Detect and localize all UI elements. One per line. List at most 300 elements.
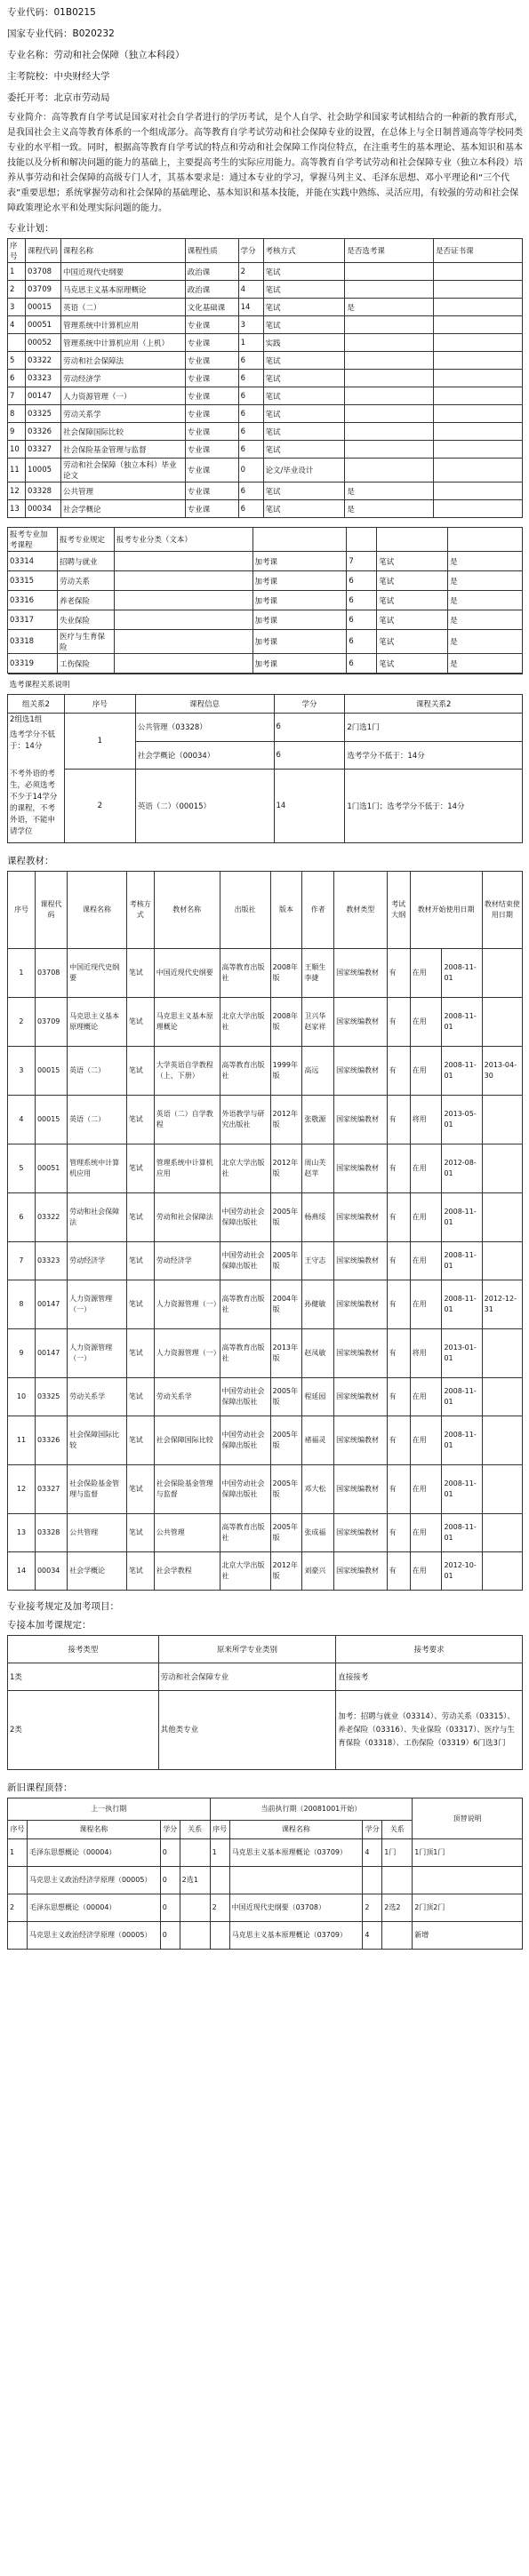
elective-header-cell: 学分	[274, 695, 345, 714]
materials-header-cell: 教材类型	[334, 872, 388, 949]
plan-cell: 笔试	[263, 316, 345, 334]
plan-cell: 笔试	[263, 387, 345, 405]
plan-cell: 00051	[25, 316, 60, 334]
extra-cell: 7	[347, 552, 377, 571]
materials-cell	[482, 1552, 522, 1591]
plan-title: 专业计划：	[7, 223, 54, 234]
materials-cell: 管理系统中计算机应用	[154, 1144, 220, 1193]
plan-cell: 专业课	[185, 316, 238, 334]
elective-title-row	[8, 674, 523, 695]
materials-cell: 大学英语自学教程（上、下册）	[154, 1047, 220, 1096]
materials-cell: 笔试	[126, 1144, 154, 1193]
materials-header-cell: 教材名称	[154, 872, 220, 949]
plan-cell: 6	[238, 500, 263, 518]
materials-cell: 有	[387, 1280, 410, 1329]
materials-cell: 2005年版	[270, 1378, 302, 1416]
materials-cell: 2004年版	[270, 1280, 302, 1329]
extra-header-cell	[448, 528, 523, 552]
plan-header-row	[8, 239, 523, 263]
materials-cell: 2005年版	[270, 1416, 302, 1465]
materials-cell	[482, 1242, 522, 1280]
elective-table	[7, 674, 523, 843]
materials-cell: 2005年版	[270, 1242, 302, 1280]
swap-cell	[210, 1867, 229, 1894]
extra-header-cell	[347, 528, 377, 552]
plan-cell: 是	[345, 483, 434, 500]
materials-cell: 2012-10-01	[442, 1552, 482, 1591]
plan-cell: 笔试	[263, 500, 345, 518]
extra-row	[8, 610, 523, 630]
swap-cell: 2选1	[180, 1867, 210, 1894]
materials-cell: 00034	[35, 1552, 67, 1591]
major-code: 专业代码：01B0215	[7, 7, 96, 18]
extra-cell: 是	[448, 552, 523, 571]
materials-row	[8, 998, 523, 1047]
materials-cell: 10	[8, 1378, 36, 1416]
materials-cell: 在用	[410, 1047, 442, 1096]
extra-header-cell	[377, 528, 448, 552]
swap-cell: 1	[210, 1839, 229, 1867]
materials-cell: 中国劳动社会保障出版社	[220, 1416, 270, 1465]
materials-cell: 笔试	[126, 1280, 154, 1329]
materials-row	[8, 1144, 523, 1193]
materials-cell: 有	[387, 1193, 410, 1242]
materials-cell: 周山芙赵苹	[302, 1144, 334, 1193]
materials-cell: 笔试	[126, 1096, 154, 1144]
extra-cell: 养老保险	[57, 591, 114, 610]
materials-cell: 公共管理	[68, 1514, 127, 1552]
plan-cell: 6	[238, 441, 263, 459]
materials-cell: 高等教育出版社	[220, 1047, 270, 1096]
materials-cell: 孙健敏	[302, 1280, 334, 1329]
materials-cell: 马克思主义基本原理概论	[68, 998, 127, 1047]
materials-cell: 9	[8, 1329, 36, 1378]
swap-cell: 0	[160, 1839, 180, 1867]
materials-cell: 有	[387, 1465, 410, 1514]
commission: 委托开考：北京市劳动局	[7, 92, 110, 103]
materials-cell: 高等教育出版社	[220, 1329, 270, 1378]
plan-cell: 专业课	[185, 370, 238, 387]
materials-cell: 在用	[410, 1552, 442, 1591]
materials-cell: 3	[8, 1047, 36, 1096]
transfer-title: 专业接考规定及加考项目：	[7, 1601, 119, 1612]
materials-cell: 2005年版	[270, 1514, 302, 1552]
materials-cell: 有	[387, 949, 410, 998]
materials-cell: 社会保险基金管理与监督	[154, 1465, 220, 1514]
extra-cell: 03314	[8, 552, 58, 571]
materials-cell: 国家统编教材	[334, 1329, 388, 1378]
plan-cell: 4	[8, 316, 26, 334]
plan-cell: 6	[8, 370, 26, 387]
swap-cell: 4	[363, 1839, 382, 1867]
plan-cell	[345, 352, 434, 370]
plan-table	[7, 238, 523, 518]
materials-cell: 劳动关系学	[68, 1378, 127, 1416]
transfer-header-row	[8, 1636, 523, 1663]
materials-cell: 刘豪兴	[302, 1552, 334, 1591]
plan-cell: 劳动关系学	[60, 405, 185, 423]
plan-cell: 社会学概论	[60, 500, 185, 518]
plan-cell: 14	[238, 299, 263, 316]
materials-cell: 笔试	[126, 1416, 154, 1465]
transfer-subtitle: 专接本加考课规定：	[7, 1620, 92, 1631]
materials-cell	[482, 1378, 522, 1416]
extra-cell: 是	[448, 610, 523, 630]
extra-cell: 6	[347, 571, 377, 591]
materials-row	[8, 1329, 523, 1378]
plan-cell	[345, 370, 434, 387]
plan-cell: 笔试	[263, 352, 345, 370]
materials-cell: 笔试	[126, 1242, 154, 1280]
materials-cell: 2008-11-01	[442, 998, 482, 1047]
materials-cell: 国家统编教材	[334, 1242, 388, 1280]
extra-cell: 03316	[8, 591, 58, 610]
plan-cell: 03322	[25, 352, 60, 370]
plan-cell: 社会保障国际比较	[60, 423, 185, 441]
plan-cell	[434, 370, 523, 387]
materials-cell: 00015	[35, 1096, 67, 1144]
plan-cell: 专业课	[185, 500, 238, 518]
swap-cell: 0	[160, 1922, 180, 1950]
materials-cell: 程延园	[302, 1378, 334, 1416]
materials-cell: 2008-11-01	[442, 1193, 482, 1242]
materials-cell: 将用	[410, 1329, 442, 1378]
materials-row	[8, 1416, 523, 1465]
extra-cell: 加考课	[252, 571, 347, 591]
materials-header-cell: 版本	[270, 872, 302, 949]
plan-cell: 管理系统中计算机应用	[60, 316, 185, 334]
materials-cell: 在用	[410, 1242, 442, 1280]
materials-cell: 03709	[35, 998, 67, 1047]
plan-cell: 英语（二）	[60, 299, 185, 316]
swap-cell	[180, 1839, 210, 1867]
plan-cell	[434, 281, 523, 299]
plan-row	[8, 334, 523, 352]
materials-cell: 笔试	[126, 949, 154, 998]
transfer-header-cell: 接考要求	[336, 1636, 523, 1663]
swap-cell: 马克思主义政治经济学原理（00005）	[27, 1922, 160, 1950]
materials-cell: 国家统编教材	[334, 1552, 388, 1591]
materials-cell: 2013-04-30	[482, 1047, 522, 1096]
materials-cell: 2013-01-01	[442, 1329, 482, 1378]
swap-cell: 2	[210, 1894, 229, 1922]
materials-cell: 2012-12-31	[482, 1280, 522, 1329]
materials-row	[8, 1552, 523, 1591]
major-intro: 专业简介：高等教育自学考试是国家对社会自学者进行的学历考试，是个人自学、社会助学和国家考试相结合的一种新的教育形式，是我国社会主义高等教育体系的一个组成部分。高等教育自学考试劳动和社会保障专业的设置，在总体上与全日制普通高等学校同类专业的水平相一致。同时，根据高等教育自学考试的特点和劳动和社会保障工作岗位特点，在注重考生的基本理论、基本知识和基本技能以及分析和解决问题的能力的基础上，主要提高考生的实际应用能力。高等教育自学考试劳动和社会保障专业（独立本科段）培养从事劳动和社会保障的高级专门人才，其基本要求是：通过本专业的学习，掌握马列主义、毛泽东思想、邓小平理论和“三个代表”重要思想；系统掌握劳动和社会保障的基础理论、基本知识和基本技能，并能在实践中熟练、灵活应用，有较强的劳动和社会保障政策理论水平和处理实际问题的能力。	[7, 113, 523, 213]
extra-course-table	[7, 527, 523, 674]
materials-cell: 在用	[410, 1465, 442, 1514]
materials-cell: 高等教育出版社	[220, 1280, 270, 1329]
materials-cell: 国家统编教材	[334, 949, 388, 998]
plan-cell: 笔试	[263, 299, 345, 316]
plan-row	[8, 423, 523, 441]
swap-cell: 中国近现代史纲要（03708）	[229, 1894, 363, 1922]
swap-cell: 马克思主义基本原理概论（03709）	[229, 1839, 363, 1867]
major-name: 专业名称：劳动和社会保障（独立本科段）	[7, 50, 185, 60]
materials-cell: 劳动关系学	[154, 1378, 220, 1416]
materials-cell: 笔试	[126, 1329, 154, 1378]
plan-cell: 专业课	[185, 423, 238, 441]
plan-cell: 专业课	[185, 334, 238, 352]
plan-cell	[434, 352, 523, 370]
plan-cell: 文化基础课	[185, 299, 238, 316]
plan-cell: 03708	[25, 263, 60, 281]
plan-cell: 笔试	[263, 483, 345, 500]
materials-cell: 将用	[410, 1096, 442, 1144]
swap-row	[8, 1894, 523, 1922]
swap-cell: 0	[160, 1867, 180, 1894]
materials-cell: 有	[387, 1514, 410, 1552]
materials-cell: 劳动和社会保障法	[154, 1193, 220, 1242]
extra-cell	[114, 552, 252, 571]
plan-cell: 笔试	[263, 370, 345, 387]
swap-cell: 2门顶2门	[413, 1894, 523, 1922]
materials-cell: 2008-11-01	[442, 1047, 482, 1096]
plan-cell	[345, 316, 434, 334]
plan-cell	[434, 387, 523, 405]
swap-header-cell: 关系	[180, 1821, 210, 1839]
swap-header-cell: 学分	[160, 1821, 180, 1839]
swap-header-cell: 当前执行期（20081001开始）	[210, 1798, 413, 1821]
materials-row	[8, 1514, 523, 1552]
plan-cell: 8	[8, 405, 26, 423]
swap-top-header-row	[8, 1798, 523, 1821]
swap-cell: 毛泽东思想概论（00004）	[27, 1839, 160, 1867]
swap-header-cell: 序号	[210, 1821, 229, 1839]
plan-header-cell: 是否证书课	[434, 239, 523, 263]
materials-cell	[482, 1329, 522, 1378]
materials-cell: 马克思主义基本原理概论	[154, 998, 220, 1047]
plan-cell: 是	[345, 500, 434, 518]
plan-cell: 实践	[263, 334, 345, 352]
materials-cell: 国家统编教材	[334, 1280, 388, 1329]
elective-row	[8, 770, 523, 843]
plan-cell: 论文/毕业设计	[263, 459, 345, 483]
plan-cell: 0	[238, 459, 263, 483]
elective-group-text: 不考外语的考生，必须选考不少于14学分的课程，不考外语，不能申请学位	[10, 770, 58, 836]
materials-cell: 张敬源	[302, 1096, 334, 1144]
materials-cell: 2013-05-01	[442, 1096, 482, 1144]
materials-cell: 在用	[410, 1416, 442, 1465]
elective-row	[8, 714, 523, 742]
materials-cell: 社会保险基金管理与监督	[68, 1465, 127, 1514]
materials-cell: 03327	[35, 1465, 67, 1514]
plan-cell: 劳动经济学	[60, 370, 185, 387]
plan-cell: 6	[238, 387, 263, 405]
swap-header-cell: 课程名称	[229, 1821, 363, 1839]
materials-cell: 2012年版	[270, 1144, 302, 1193]
materials-cell: 社会保障国际比较	[68, 1416, 127, 1465]
extra-cell: 是	[448, 571, 523, 591]
swap-header-cell: 关系	[382, 1821, 413, 1839]
materials-cell: 劳动和社会保障法	[68, 1193, 127, 1242]
extra-cell: 加考课	[252, 610, 347, 630]
plan-cell	[345, 423, 434, 441]
materials-header-cell: 课程名称	[68, 872, 127, 949]
materials-title: 课程教材：	[7, 856, 54, 866]
plan-cell: 1	[238, 334, 263, 352]
materials-cell: 有	[387, 1552, 410, 1591]
plan-cell: 1	[8, 263, 26, 281]
materials-cell: 公共管理	[154, 1514, 220, 1552]
materials-cell: 有	[387, 998, 410, 1047]
plan-cell: 00034	[25, 500, 60, 518]
materials-row	[8, 1280, 523, 1329]
plan-cell	[345, 387, 434, 405]
materials-cell: 北京大学出版社	[220, 1552, 270, 1591]
plan-cell	[434, 459, 523, 483]
plan-cell: 03709	[25, 281, 60, 299]
elective-group-text: 选考学分不低于：14分	[10, 730, 56, 751]
plan-row	[8, 387, 523, 405]
materials-header-cell: 出版社	[220, 872, 270, 949]
extra-cell: 6	[347, 610, 377, 630]
swap-cell: 0	[160, 1894, 180, 1922]
plan-cell	[434, 316, 523, 334]
swap-header-cell: 序号	[8, 1821, 28, 1839]
materials-cell	[482, 998, 522, 1047]
materials-cell: 1	[8, 949, 36, 998]
plan-cell: 03325	[25, 405, 60, 423]
major-info	[7, 2, 523, 108]
materials-cell: 国家统编教材	[334, 1193, 388, 1242]
plan-header-cell: 课程性质	[185, 239, 238, 263]
extra-cell	[114, 591, 252, 610]
transfer-cell: 其他类专业	[158, 1691, 336, 1770]
plan-header-cell: 课程代码	[25, 239, 60, 263]
materials-header-cell: 课程代码	[35, 872, 67, 949]
plan-cell: 笔试	[263, 405, 345, 423]
materials-cell: 在用	[410, 998, 442, 1047]
materials-cell: 2008-11-01	[442, 1416, 482, 1465]
plan-row	[8, 299, 523, 316]
materials-header-row	[8, 872, 523, 949]
swap-cell: 新增	[413, 1922, 523, 1950]
extra-cell	[114, 610, 252, 630]
swap-header-cell: 上一执行期	[8, 1798, 211, 1821]
transfer-cell: 加考：招聘与就业（03314）、劳动关系（03315）、养老保险（03316）、失业保险（03317）、医疗与生育保险（03318）、工伤保险（03319）6门选3门	[336, 1691, 523, 1770]
swap-cell: 1门	[382, 1839, 413, 1867]
transfer-header-cell: 原来所学专业类别	[158, 1636, 336, 1663]
plan-row	[8, 483, 523, 500]
materials-cell: 在用	[410, 1144, 442, 1193]
plan-row	[8, 370, 523, 387]
plan-header-cell: 是否选考课	[345, 239, 434, 263]
extra-cell	[114, 571, 252, 591]
materials-cell: 00051	[35, 1144, 67, 1193]
elective-group-text: 2组选1组	[10, 715, 43, 724]
materials-cell: 2008-11-01	[442, 1465, 482, 1514]
plan-cell: 6	[238, 423, 263, 441]
materials-cell: 2012年版	[270, 1552, 302, 1591]
extra-header-cell: 报考专业加考课程	[8, 528, 58, 552]
materials-cell: 外语教学与研究出版社	[220, 1096, 270, 1144]
plan-cell: 13	[8, 500, 26, 518]
materials-cell: 王守志	[302, 1242, 334, 1280]
plan-cell	[8, 334, 26, 352]
materials-cell: 张成福	[302, 1514, 334, 1552]
materials-cell: 杨燕绥	[302, 1193, 334, 1242]
plan-cell	[345, 334, 434, 352]
materials-cell: 褚福灵	[302, 1416, 334, 1465]
plan-cell	[434, 299, 523, 316]
materials-cell: 12	[8, 1465, 36, 1514]
extra-row	[8, 630, 523, 654]
extra-cell: 03318	[8, 630, 58, 654]
extra-cell: 笔试	[377, 591, 448, 610]
materials-cell: 2008-11-01	[442, 949, 482, 998]
plan-cell: 5	[8, 352, 26, 370]
plan-cell: 专业课	[185, 483, 238, 500]
materials-cell: 英语（二）自学教程	[154, 1096, 220, 1144]
plan-cell: 03327	[25, 441, 60, 459]
plan-header-cell: 学分	[238, 239, 263, 263]
elective-cell: 公共管理（03328）	[135, 714, 274, 742]
plan-cell: 公共管理	[60, 483, 185, 500]
swap-cell	[363, 1867, 382, 1894]
materials-cell: 2005年版	[270, 1193, 302, 1242]
materials-cell: 7	[8, 1242, 36, 1280]
materials-header-cell: 教材开始使用日期	[410, 872, 482, 949]
materials-cell: 社会保障国际比较	[154, 1416, 220, 1465]
materials-cell: 邓大松	[302, 1465, 334, 1514]
extra-header-row	[8, 528, 523, 552]
transfer-cell: 2类	[8, 1691, 159, 1770]
materials-header-cell: 教材结束使用日期	[482, 872, 522, 949]
plan-cell: 03328	[25, 483, 60, 500]
swap-cell	[8, 1867, 28, 1894]
swap-cell: 4	[363, 1922, 382, 1950]
materials-cell: 高远	[302, 1047, 334, 1096]
swap-table	[7, 1798, 523, 1950]
materials-cell: 03328	[35, 1514, 67, 1552]
plan-header-cell: 序号	[8, 239, 26, 263]
extra-row	[8, 654, 523, 674]
extra-cell: 是	[448, 630, 523, 654]
materials-cell: 劳动经济学	[154, 1242, 220, 1280]
elective-header-cell: 课程关系2	[345, 695, 523, 714]
materials-cell: 2008年版	[270, 949, 302, 998]
materials-cell: 人力资源管理（一）	[68, 1280, 127, 1329]
elective-cell: 英语（二）（00015）	[135, 770, 274, 843]
elective-cell: 6	[274, 714, 345, 742]
extra-header-cell: 报考专业分类（文本）	[114, 528, 252, 552]
plan-cell	[345, 405, 434, 423]
materials-cell: 2005年版	[270, 1465, 302, 1514]
plan-row	[8, 281, 523, 299]
plan-cell	[434, 334, 523, 352]
extra-cell: 6	[347, 654, 377, 674]
materials-cell: 2008-11-01	[442, 1280, 482, 1329]
extra-cell: 医疗与生育保险	[57, 630, 114, 654]
plan-cell	[434, 405, 523, 423]
plan-cell: 3	[8, 299, 26, 316]
extra-cell: 6	[347, 630, 377, 654]
swap-cell: 马克思主义基本原理概论（03709）	[229, 1922, 363, 1950]
plan-cell: 00015	[25, 299, 60, 316]
materials-row	[8, 1378, 523, 1416]
plan-cell	[434, 441, 523, 459]
extra-cell: 03317	[8, 610, 58, 630]
extra-row	[8, 591, 523, 610]
plan-row	[8, 352, 523, 370]
materials-header-cell: 作者	[302, 872, 334, 949]
plan-cell	[434, 423, 523, 441]
elective-cell: 2	[64, 770, 135, 843]
swap-cell	[382, 1867, 413, 1894]
materials-cell: 4	[8, 1096, 36, 1144]
plan-header-cell: 课程名称	[60, 239, 185, 263]
